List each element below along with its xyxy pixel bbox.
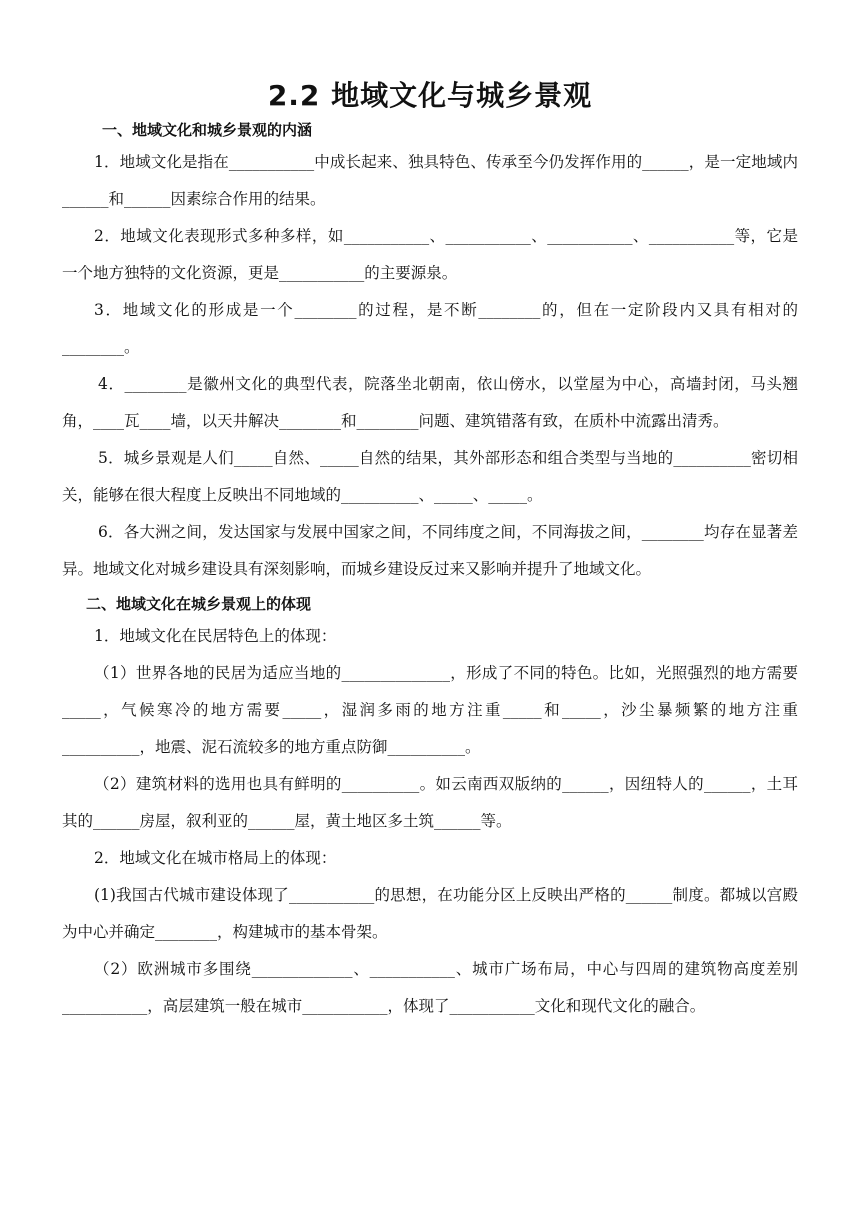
- section-1-item-1: 1．地域文化是指在___________中成长起来、独具特色、传承至今仍发挥作用的______，是一定地域内______和______因素综合作用的结果。: [62, 153, 798, 208]
- section-2-heading: 二、地域文化在城乡景观上的体现: [86, 595, 312, 613]
- section-2-item-3: （2）建筑材料的选用也具有鲜明的__________。如云南西双版纳的______，因纽特人的______，土耳其的______房屋，叙利亚的______屋，黄土地区多土筑______等。: [62, 775, 798, 830]
- section-2-item-2: （1）世界各地的民居为适应当地的______________，形成了不同的特色。比如，光照强烈的地方需要_____，气候寒冷的地方需要_____，湿润多雨的地方注重_____和_____，沙尘暴频繁的地方注重__________，地震、泥石流较多的地方重点防御__________。: [62, 664, 798, 756]
- section-1-item-5: 5．城乡景观是人们_____自然、_____自然的结果，其外部形态和组合类型与当地的__________密切相关，能够在很大程度上反映出不同地域的__________、_____、_____。: [62, 449, 798, 504]
- section-1-item-2: 2．地域文化表现形式多种多样，如___________、___________、___________、___________等，它是一个地方独特的文化资源，更是___________的主要源泉。: [62, 227, 798, 282]
- page-title: 2.2 地域文化与城乡景观: [267, 79, 593, 112]
- section-2-item-4: 2．地域文化在城市格局上的体现：: [94, 849, 337, 867]
- section-1-item-3: 3．地域文化的形成是一个________的过程，是不断________的，但在一定阶段内又具有相对的________。: [62, 301, 798, 356]
- section-2-item-5: (1)我国古代城市建设体现了___________的思想，在功能分区上反映出严格的______制度。都城以宫殿为中心并确定________，构建城市的基本骨架。: [62, 886, 798, 941]
- section-1-heading: 一、地域文化和城乡景观的内涵: [102, 121, 313, 139]
- section-2-item-6: （2）欧洲城市多围绕_____________、___________、城市广场布局，中心与四周的建筑物高度差别___________，高层建筑一般在城市___________，体现了___________文化和现代文化的融合。: [62, 960, 798, 1015]
- section-1-item-4: 4．________是徽州文化的典型代表，院落坐北朝南，依山傍水，以堂屋为中心，高墙封闭，马头翘角，____瓦____墙，以天井解决________和________问题、建筑错落有致，在质朴中流露出清秀。: [62, 375, 798, 430]
- document-body: [62, 116, 798, 1025]
- section-1-item-6: 6．各大洲之间，发达国家与发展中国家之间，不同纬度之间，不同海拔之间，________均存在显著差异。地域文化对城乡建设具有深刻影响，而城乡建设反过来又影响并提升了地域文化。: [62, 523, 798, 578]
- section-2-item-1: 1．地域文化在民居特色上的体现：: [94, 627, 337, 645]
